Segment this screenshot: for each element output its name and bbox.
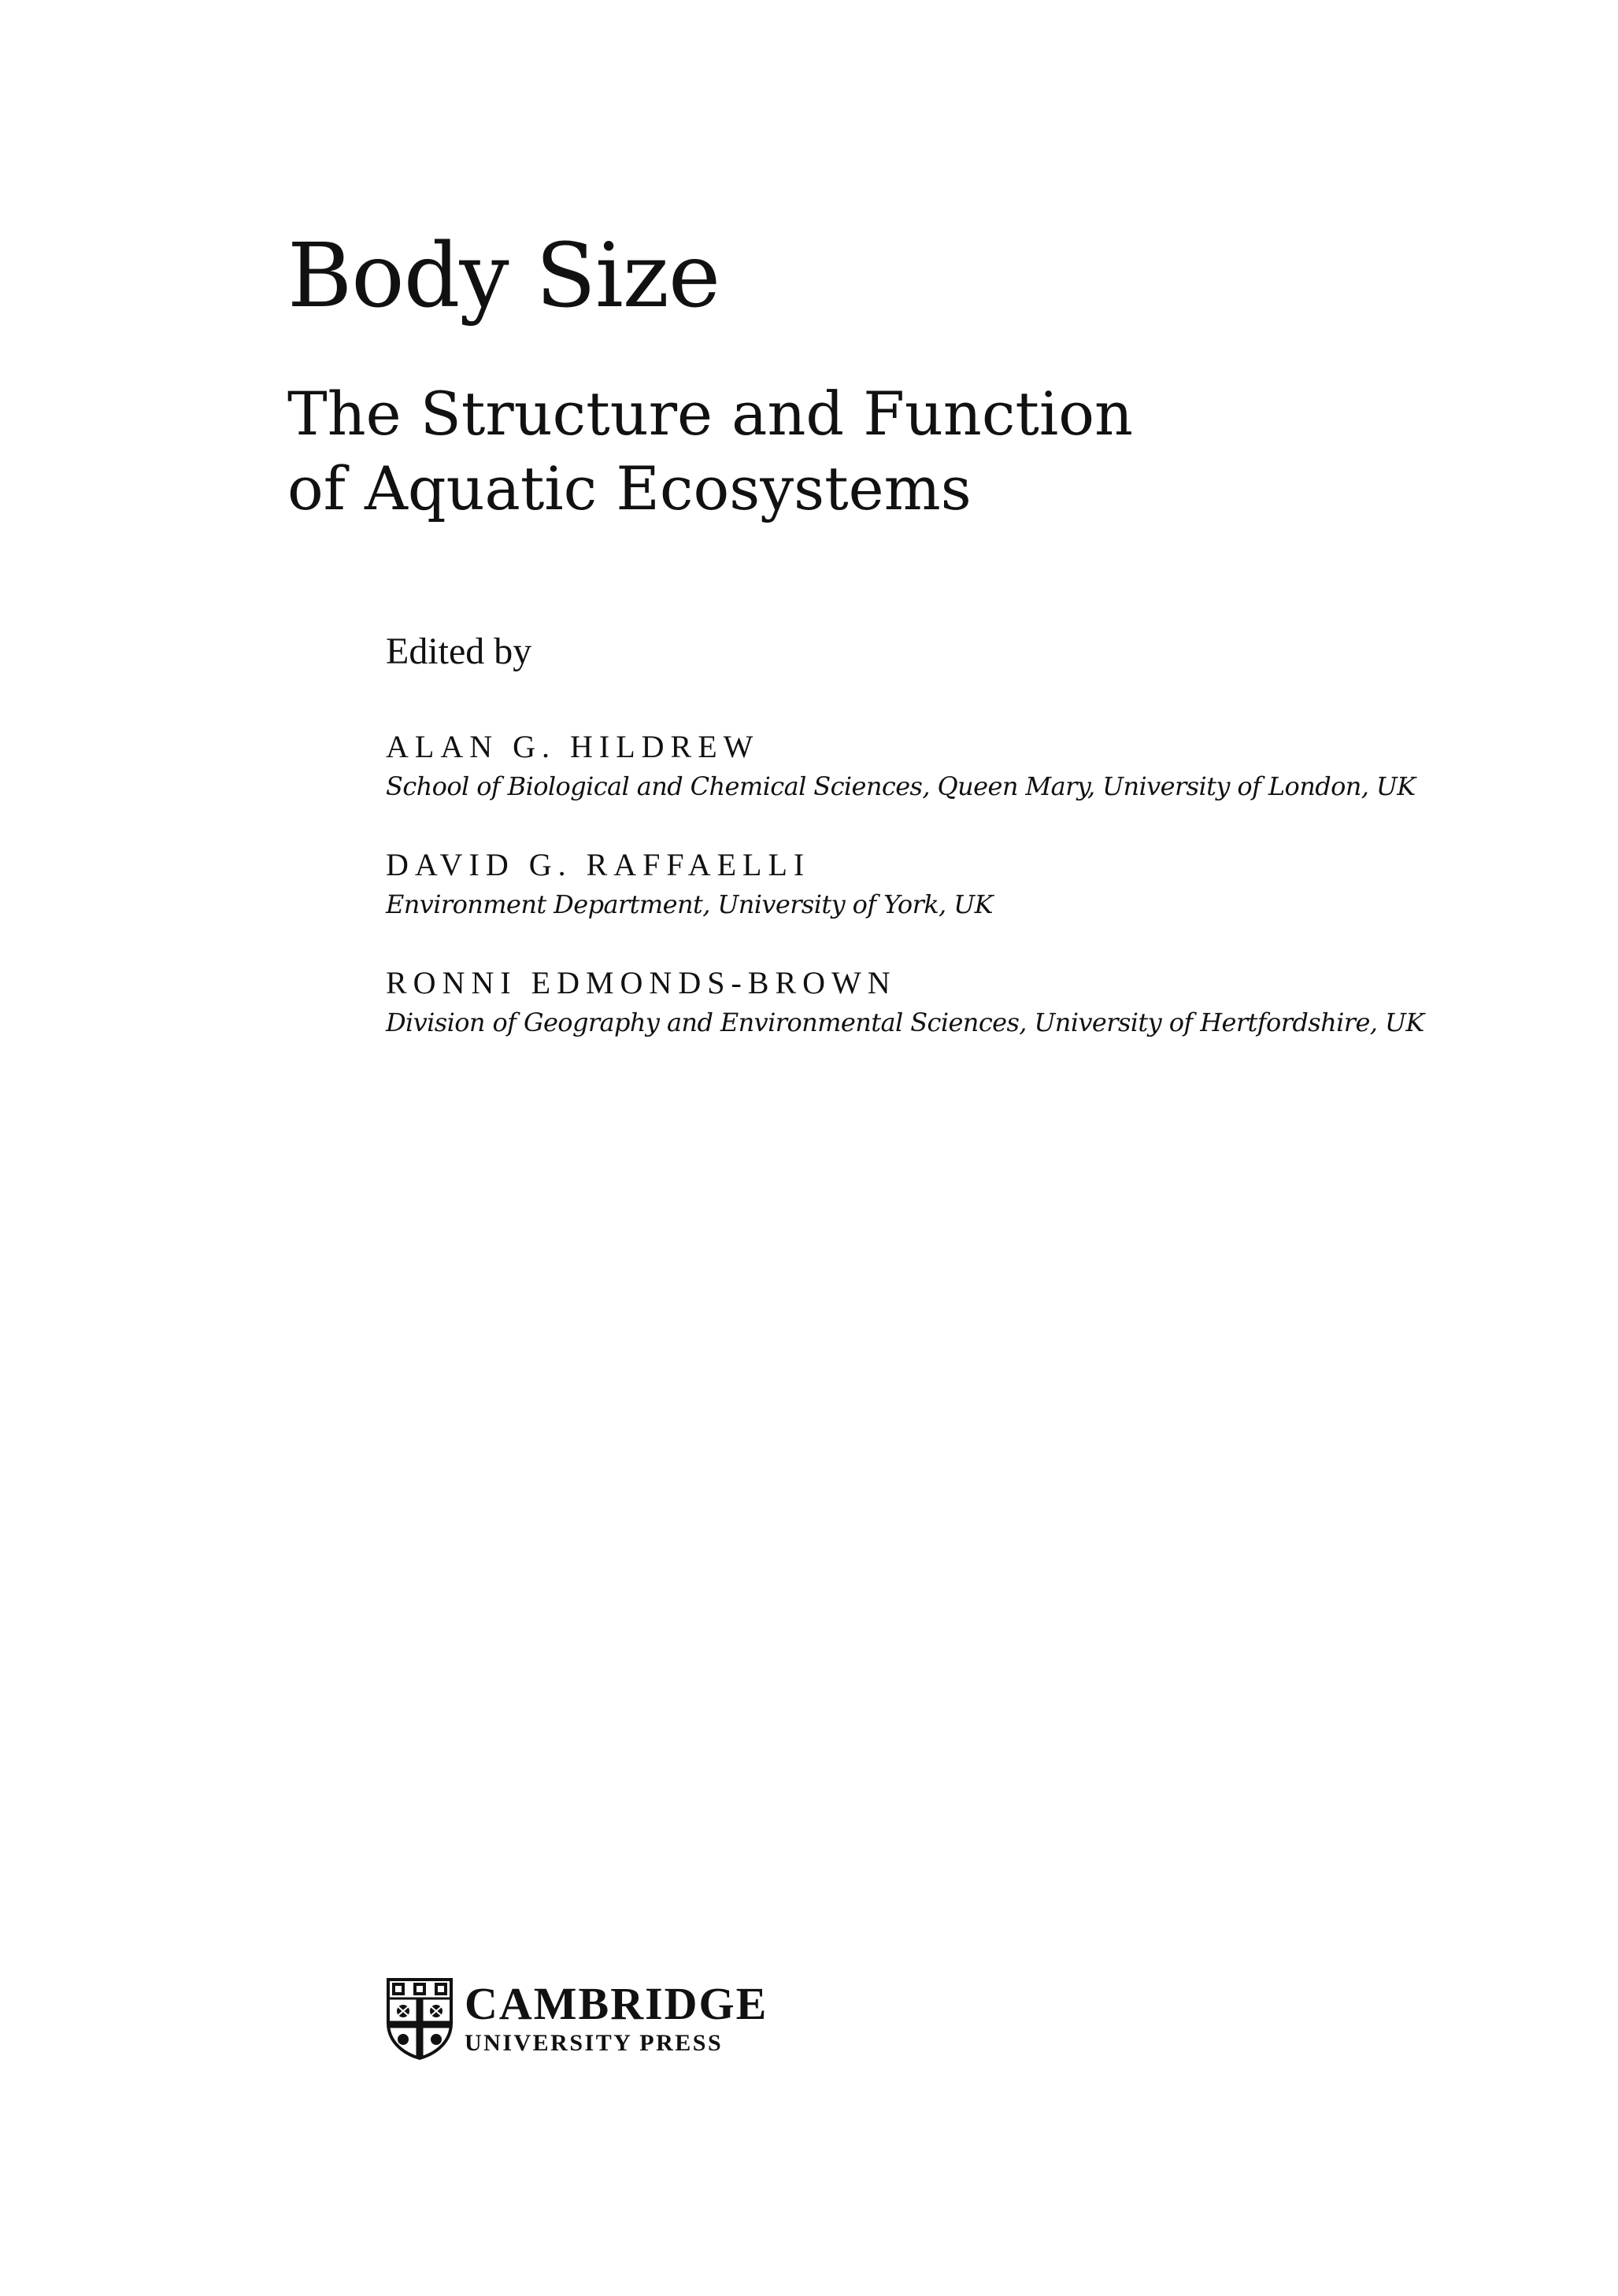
publisher-subname: UNIVERSITY PRESS — [465, 2030, 724, 2056]
editor-name: DAVID G. RAFFAELLI — [386, 847, 811, 882]
publisher-logo — [386, 1976, 768, 2062]
subtitle-line-1: The Structure and Function — [287, 379, 1133, 449]
editor-affiliation: School of Biological and Chemical Sciences, Queen Mary, University of London, UK — [386, 771, 1416, 801]
book-subtitle — [287, 376, 1133, 526]
subtitle-line-2: of Aquatic Ecosystems — [287, 453, 972, 523]
editor-affiliation: Division of Geography and Environmental Sciences, University of Hertfordshire, UK — [386, 1008, 1424, 1037]
publisher-name-block — [465, 1978, 768, 2057]
edited-by-label: Edited by — [386, 630, 532, 672]
editor-entry — [386, 846, 993, 925]
editor-affiliation: Environment Department, University of York, UK — [386, 889, 993, 919]
editor-name: RONNI EDMONDS-BROWN — [386, 965, 897, 1000]
editor-entry — [386, 964, 1424, 1043]
editor-name: ALAN G. HILDREW — [386, 729, 760, 764]
university-crest-icon — [386, 1977, 454, 2061]
publisher-name: CAMBRIDGE — [465, 1978, 768, 2029]
book-title: Body Size — [287, 225, 720, 327]
editor-entry — [386, 728, 1416, 807]
